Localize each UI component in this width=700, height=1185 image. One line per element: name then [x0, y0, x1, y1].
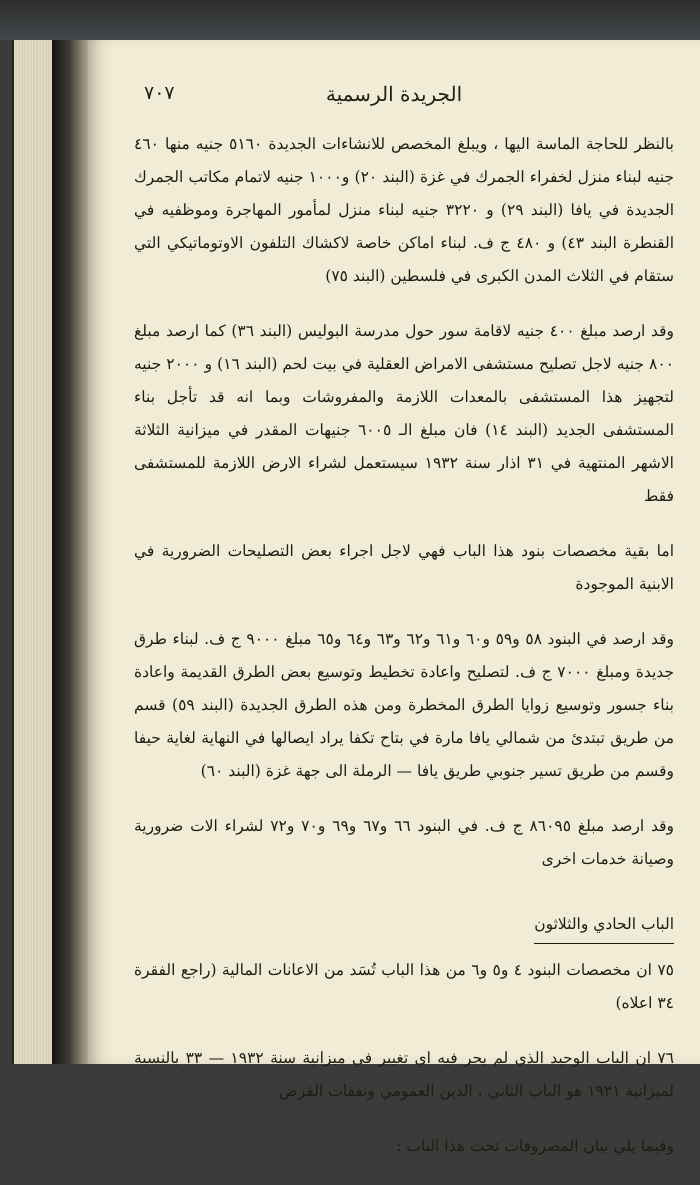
paragraph-4: وقد ارصد في البنود ٥٨ و٥٩ و٦٠ و٦١ و٦٢ و٦٣ و٦٤ و٦٥ مبلغ ٩٠٠٠ ج ف. لبناء طرق جديدة ومبلغ ٧٠٠٠ ج ف. لتصليح واعادة تخطيط وتوسيع بعض الطرق القديمة واعادة بناء جسور وتوسيع زوايا الطرق المخطرة ومن هذه الطرق الجديدة (البند ٥٩) قسم من طريق تبتدئ من شمالي يافا مارة في بتاح تكفا يراد ايصالها في النهاية لغاية حيفا وقسم من طريق تسير جنوبي طريق يافا — الرملة الى جهة غزة (البند ٦٠)	[134, 630, 675, 780]
body-text	[134, 128, 674, 1185]
paragraph-3: اما بقية مخصصات بنود هذا الباب فهي لاجل اجراء بعض التصليحات الضرورية في الابنية الموجودة	[134, 542, 674, 593]
document-page	[88, 40, 700, 1155]
book-gutter	[52, 40, 90, 1064]
paragraph-76: ٧٦ ان الباب الوحيد الذي لم يجر فيه اي تغيير في ميزانية سنة ١٩٣٢ — ٣٣ بالنسبة لميزانية ١٩٣١ هو الباب الثاني ، الدين العمومي ونفقات القرض	[134, 1049, 674, 1100]
paragraph-1: بالنظر للحاجة الماسة اليها ، ويبلغ المخصص للانشاءات الجديدة ٥١٦٠ جنيه منها ٤٦٠ جنيه لبناء منزل لخفراء الجمرك في غزة (البند ٢٠) و١٠٠٠ جنيه لاتمام مكاتب الجمرك الجديدة في يافا (البند ٢٩) و ٣٢٢٠ جنيه لبناء منزل لمأمور المهاجرة وموظفيه في القنطرة البند ٤٣) و ٤٨٠ ج ف. لبناء اماكن خاصة لاكشاك التلفون الاوتوماتيكي التي ستقام في الثلاث المدن الكبرى في فلسطين (البند ٧٥)	[134, 135, 675, 285]
paragraph-75: ٧٥ ان مخصصات البنود ٤ و٥ و٦ من هذا الباب تُسَد من الاعانات المالية (راجع الفقرة ٣٤ اعلاه)	[134, 961, 674, 1012]
page-header	[88, 82, 700, 112]
paragraph-2: وقد ارصد مبلغ ٤٠٠ جنيه لاقامة سور حول مدرسة البوليس (البند ٣٦) كما ارصد مبلغ ٨٠٠ جنيه لاجل تصليح مستشفى الامراض العقلية في بيت لحم (البند ١٦) و ٢٠٠٠ جنيه لتجهيز هذا المستشفى بالمعدات اللازمة والمفروشات وبما انه قد تأجل بناء المستشفى الجديد (البند ١٤) فان مبلغ الـ ٦٠٠٥ جنيهات المقدر في ميزانية الثلاثة الاشهر المنتهية في ٣١ اذار سنة ١٩٣٢ سيستعمل لشراء الارض اللازمة للمستشفى فقط	[134, 322, 674, 505]
paragraph-5: وقد ارصد مبلغ ٨٦٠٩٥ ج ف. في البنود ٦٦ و٦٧ و٦٩ و٧٠ و٧٢ لشراء الات ضرورية وصيانة خدمات اخرى	[134, 817, 675, 868]
section-heading: الباب الحادي والثلاثون	[534, 908, 674, 944]
paragraph-expenses-intro: وفيما يلي بيان المصروفات تحت هذا الباب :	[396, 1137, 674, 1155]
page-stack-edge	[12, 40, 54, 1064]
book-cover-edge	[0, 0, 700, 40]
page-number: ٧٠٧	[144, 82, 175, 104]
running-title: الجريدة الرسمية	[325, 82, 463, 106]
